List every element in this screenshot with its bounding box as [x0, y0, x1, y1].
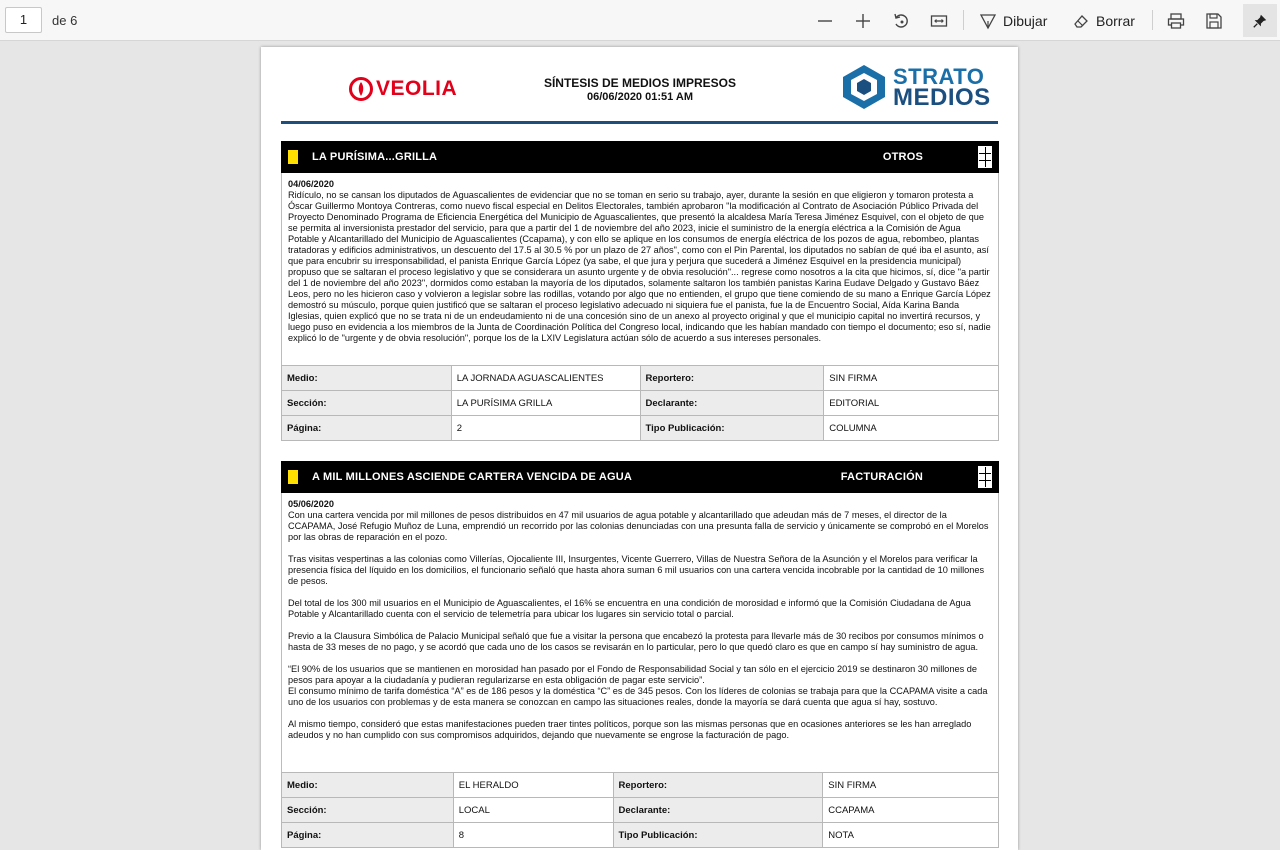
article-paragraph: “El 90% de los usuarios que se mantienen en morosidad han pasado por el Fondo de Responsabilidad Social y tan sólo en el ejercicio 2019 se destinaron 30 millones de pesos para apoyar a la ciudadanía y pudieran regularizarse en esta obligación de pagar este servicio”. El consumo mínimo de tarifa doméstica “A” es de 186 pesos y la doméstica “C” es de 345 pesos. Con los líderes de colonias se trabaja para que la CCAPAMA visite a cada uno de los usuarios con problemas y de esta manera se conozcan en campo las situaciones reales, donde la mayoría se dará cuenta que agua sí hay, sostuvo. — [288, 664, 988, 707]
strato-logo-line1: STRATO — [893, 64, 985, 89]
article-title: LA PURÍSIMA...GRILLA — [312, 151, 438, 163]
pdf-toolbar — [0, 0, 1280, 41]
article-marker — [288, 470, 298, 484]
toolbar-separator — [1152, 10, 1153, 30]
print-icon[interactable] — [1163, 8, 1189, 34]
meta-row — [282, 823, 999, 848]
meta-key: Sección: — [282, 391, 452, 416]
erase-label: Borrar — [1096, 13, 1135, 29]
meta-row — [282, 366, 999, 391]
article-paragraph: Con una cartera vencida por mil millones de pesos distribuidos en 47 mil usuarios de agua potable y alcantarillado que adeudan más de 7 meses, el director de la CCAPAMA, José Refugio Muñoz de Luna, emprendió un recorrido por las colonias denunciadas con una presunta falla de servicio y únicamente se comprobó en el Morelos por las obras de reparación en el pozo. — [288, 510, 989, 542]
erase-button[interactable] — [1072, 8, 1135, 34]
pin-toolbar-button[interactable] — [1243, 4, 1277, 37]
article-paragraph: Ridículo, no se cansan los diputados de Aguascalientes de evidenciar que no se toman en serio su trabajo, ayer, durante la sesión en que eligieron y tomaron protesta a Óscar Guillermo Montoya Contreras, como nuevo fiscal especial en Delitos Electorales, también aprobaron "la modificación al Contrato de Asociación Público Privada del Proyecto Denominado Programa de Eficiencia Energética del Municipio de Aguascalientes, que presentó la alcaldesa María Teresa Jiménez Esquivel, con el objeto de que se permita al inversionista prestador del servicio, para que a partir del 1 de noviembre del año 2023, inicie el suministro de la energía eléctrica a la Comisión de Agua Potable y Alcantarillado del Municipio de Aguascalientes (Ccapama), y con ello se aplique en los consumos de energía eléctrica de los pozos de agua, rebombeo, plantas tratadoras y edificios administrativos, un descuento del 17.5 al 30.5 % por un plazo de 27 años", como con el Pin Parental, los diputados no sabían de qué iba el asunto, así que para encubrir su irresponsabilidad, el panista Enrique García López (ya sabe, el que jura y perjura que sucederá a Jiménez Esquivel en la presidencia municipal) propuso que se saltaran el proceso legislativo y que se considerara un asunto urgente y de obvia resolución"... regrese como nosotros a la cita que hicimos, sí, dice "a partir del 1 de noviembre del año 2023", dormidos como estaban la mayoría de los diputados, solamente saltaron los también panistas Karina Eudave Delgado y Gustavo Báez Leos, pero no les hicieron caso y volvieron a legislar sobre las rodillas, votando por algo que no entienden, el grupo que tiene comiendo de su mano a Enrique García López demostró su músculo, porque quien justificó que se saltaran el proceso legislativo adecuado ni siquiera fue el panista, fue la de Encuentro Social, Aída Karina Banda Iglesias, quien explicó que no se trata ni de un endeudamiento ni de una concesión sino de un anexo al proyecto original y que el municipio capital no invertirá recursos, y luego puso en evidencia a los miembros de la Junta de Coordinación Política del Congreso local, indicando que les habían mandado con tiempo el documento; eso sí, nadie explicó lo de "urgente y de obvia resolución", porque los de la LXIV Legislatura actúan sólo de acuerdo a sus intereses personales. — [288, 190, 991, 343]
article-category: OTROS — [882, 151, 923, 163]
meta-value: LA JORNADA AGUASCALIENTES — [451, 366, 640, 391]
article-body — [281, 173, 999, 365]
meta-key: Sección: — [282, 798, 454, 823]
article-paragraph: Tras visitas vespertinas a las colonias como Villerías, Ojocaliente III, Insurgentes, Vicente Guerrero, Villas de Nuestra Señora de la Asunción y el Morelos para verificar la presencia física del líquido en los domicilios, el funcionario señaló que hasta ahora suman 6 mil usuarios con una cartera vencida incobrable por la cantidad de 10 millones de pesos. — [288, 554, 985, 586]
meta-key: Página: — [282, 416, 452, 441]
meta-value: EL HERALDO — [453, 773, 613, 798]
article-date: 04/06/2020 — [288, 179, 334, 189]
zoom-out-icon[interactable] — [812, 8, 838, 34]
pin-icon — [1252, 13, 1268, 29]
grid-icon — [978, 146, 992, 168]
meta-value: 2 — [451, 416, 640, 441]
grid-icon — [978, 466, 992, 488]
meta-key: Declarante: — [613, 798, 823, 823]
meta-value: LA PURÍSIMA GRILLA — [451, 391, 640, 416]
article-title: A MIL MILLONES ASCIENDE CARTERA VENCIDA DE AGUA — [312, 471, 633, 483]
meta-value: 8 — [453, 823, 613, 848]
veolia-logo-text: VEOLIA — [376, 77, 458, 100]
meta-key: Declarante: — [640, 391, 824, 416]
fit-page-icon[interactable] — [926, 8, 952, 34]
article-paragraph: Al mismo tiempo, consideró que estas manifestaciones pueden traer tintes políticos, porque son las mismas personas que en ocasiones anteriores se les han arreglado adeudos y no han cumplido con sus compromisos adquiridos, dejando que nuevamente se engrose la facturación de pago. — [288, 719, 972, 740]
page-number-input[interactable]: 1 — [5, 7, 42, 33]
eraser-icon — [1072, 12, 1090, 30]
draw-button[interactable] — [979, 8, 1047, 34]
veolia-logo-icon — [349, 77, 373, 101]
toolbar-separator — [963, 10, 964, 30]
save-icon[interactable] — [1201, 8, 1227, 34]
page-count-label: de 6 — [52, 13, 78, 28]
meta-key: Reportero: — [613, 773, 823, 798]
meta-key: Tipo Publicación: — [613, 823, 823, 848]
article-header — [281, 461, 999, 493]
veolia-logo — [349, 77, 457, 101]
meta-row — [282, 391, 999, 416]
article-date: 05/06/2020 — [288, 499, 334, 509]
article-header — [281, 141, 999, 173]
meta-key: Tipo Publicación: — [640, 416, 824, 441]
article-meta-table — [281, 772, 999, 848]
meta-key: Medio: — [282, 773, 454, 798]
article-marker — [288, 150, 298, 164]
meta-row — [282, 416, 999, 441]
article-paragraph: Del total de los 300 mil usuarios en el Municipio de Aguascalientes, el 16% se encuentra en una condición de morosidad e informó que la Comisión Ciudadana de Agua Potable y Alcantarillado cuenta con el servicio de telemetría para ubicar los lugares sin servicio total o parcial. — [288, 598, 971, 619]
article-paragraph: Previo a la Clausura Simbólica de Palacio Municipal señaló que fue a visitar la persona que encabezó la protesta para llevarle más de 30 recibos por consumos mínimos o hasta de 33 meses de no pago, y se acordó que cada uno de los casos se revisarán en lo particular, pero lo que quedó claro es que en campo sí hay suministro de agua. — [288, 631, 984, 652]
meta-key: Reportero: — [640, 366, 824, 391]
header-divider — [281, 121, 998, 124]
meta-value: SIN FIRMA — [824, 366, 999, 391]
strato-medios-logo — [839, 63, 991, 111]
meta-row — [282, 798, 999, 823]
report-datetime: 06/06/2020 01:51 AM — [587, 91, 693, 103]
article-body — [281, 493, 999, 772]
meta-key: Página: — [282, 823, 454, 848]
article-category: FACTURACIÓN — [840, 471, 923, 483]
strato-logo-line2: MEDIOS — [893, 84, 991, 111]
meta-value: EDITORIAL — [824, 391, 999, 416]
meta-value: CCAPAMA — [823, 798, 999, 823]
meta-value: COLUMNA — [824, 416, 999, 441]
report-title: SÍNTESIS DE MEDIOS IMPRESOS — [543, 76, 737, 90]
meta-key: Medio: — [282, 366, 452, 391]
strato-medios-logo-icon — [839, 63, 889, 111]
rotate-icon[interactable] — [888, 8, 914, 34]
meta-row — [282, 773, 999, 798]
meta-value: NOTA — [823, 823, 999, 848]
draw-label: Dibujar — [1003, 13, 1048, 29]
meta-value: SIN FIRMA — [823, 773, 999, 798]
pdf-page — [261, 47, 1018, 850]
zoom-in-icon[interactable] — [850, 8, 876, 34]
draw-icon — [979, 12, 997, 30]
article-meta-table — [281, 365, 999, 441]
meta-value: LOCAL — [453, 798, 613, 823]
